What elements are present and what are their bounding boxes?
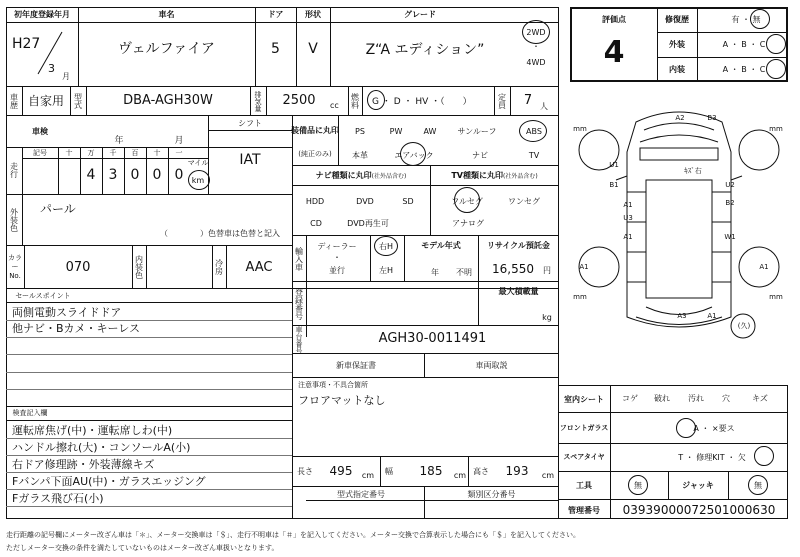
- length-label: 長さ: [297, 466, 313, 476]
- displacement-unit: cc: [330, 100, 339, 110]
- mileage-digit-ju: 0: [174, 167, 184, 183]
- recycle-label: リサイクル預託金: [487, 240, 550, 250]
- steering-right: 右H: [378, 241, 393, 251]
- digit-header-code: 記号: [33, 149, 47, 157]
- inspector-note-5: Fガラス飛び石(小): [12, 491, 104, 505]
- width-value: 185: [419, 464, 443, 478]
- equip-navi: ナビ: [472, 150, 488, 160]
- seat-label: 室内シート: [564, 394, 604, 404]
- equip-aw: AW: [423, 126, 437, 136]
- management-label: 管理番号: [568, 505, 600, 515]
- equip-ps: PS: [355, 126, 365, 136]
- mileage-digit-code: [22, 163, 58, 187]
- capacity-unit: 人: [540, 101, 548, 111]
- aircon-value: AAC: [245, 259, 273, 275]
- digit-header-6: 一: [175, 149, 183, 157]
- repair-label: 修復歴: [665, 14, 689, 24]
- tv-oneseg: ワンセグ: [508, 196, 540, 206]
- color-label: 外装色: [9, 208, 19, 232]
- height-unit: cm: [541, 470, 555, 480]
- recycle-value: 16,550: [492, 262, 534, 276]
- color-value: パール: [40, 201, 76, 216]
- diagram-mark-b1: B1: [609, 181, 619, 189]
- max-load-label: 最大積載量: [498, 286, 539, 296]
- inspection-month-unit: 月: [174, 135, 184, 146]
- glass-value: A ・ ×要ス: [693, 423, 735, 433]
- inspector-note-2: ハンドル擦れ(大)・コンソールA(小): [12, 440, 191, 454]
- repair-options: 有 ・ 無: [731, 14, 761, 24]
- seat-item-burn: コゲ: [622, 393, 638, 403]
- navi-hdd: HDD: [305, 196, 325, 206]
- inspector-note-1: 運転席焦げ(中)・運転席しわ(中): [12, 423, 173, 437]
- footer-note-1: 走行距離の記号欄にメーター改ざん車は「＊」、メーター交換車は「＄」、走行不明車は「＃」を記入してください。メーター交換で合算表示した場合にも「＄」を記入してください。: [6, 531, 580, 539]
- navi-dvd-play: DVD再生可: [347, 218, 389, 228]
- glass-label: フロントガラス: [559, 424, 609, 432]
- category-value: 自家用: [27, 94, 64, 108]
- import-label: 輸入車: [294, 247, 304, 271]
- shape-label: 形状: [305, 10, 321, 19]
- model-year-year: 年: [431, 267, 439, 277]
- grade-label: グレード: [404, 10, 436, 19]
- inspector-note-3: 右ドア修理跡・外装薄線キズ: [12, 457, 155, 471]
- color-code-value: 070: [65, 259, 91, 275]
- diagram-mark-a1-left: A1: [623, 201, 633, 209]
- tools-label: 工具: [576, 480, 592, 490]
- diagram-mm-4: mm: [769, 293, 783, 301]
- digit-header-3: 千: [109, 149, 117, 157]
- equip-sunroof: サンルーフ: [457, 126, 497, 136]
- shift-label: シフト: [238, 118, 262, 128]
- import-dealer: ディーラー: [317, 241, 357, 251]
- navi-type-label: ナビ種類に丸印 (社外品含む): [315, 170, 407, 180]
- width-unit: cm: [453, 470, 467, 480]
- mileage-unit-mile: マイル: [187, 159, 209, 167]
- diagram-mark-a3: A3: [677, 312, 687, 320]
- equip-leather: 本革: [352, 150, 368, 160]
- aircon-label: 冷房: [214, 259, 224, 275]
- registration-label: 登録番号: [294, 288, 304, 320]
- notes-value: フロアマットなし: [298, 394, 386, 407]
- chassis-label: 車台番号: [295, 326, 303, 354]
- model-year-label: モデル年式: [421, 240, 461, 250]
- door-label: ドア: [267, 10, 284, 19]
- warranty-label: 新車保証書: [336, 360, 376, 370]
- diagram-mark-scratch-right: ｷｽﾞ右: [684, 167, 702, 175]
- reg-year-label: 初年度登録年月: [14, 10, 70, 19]
- color-repaint-note: （ ）色替車は色替と記入: [160, 228, 280, 238]
- jack-value: 無: [754, 480, 762, 490]
- fuel-label: 燃料: [350, 92, 360, 109]
- digit-header-5: 十: [153, 149, 161, 157]
- length-unit: cm: [361, 470, 375, 480]
- seat-item-scratch: キズ: [752, 393, 768, 403]
- capacity-value: 7: [523, 93, 533, 108]
- spare-value: T ・ 修理KIT ・ 欠: [678, 452, 746, 462]
- inspection-label: 車検: [32, 126, 48, 136]
- car-diagram: [566, 92, 792, 382]
- diagram-mm-2: mm: [769, 125, 783, 133]
- diagram-mm-3: mm: [573, 293, 587, 301]
- import-parallel: 並行: [329, 265, 345, 275]
- exterior-label: 外装: [669, 39, 685, 49]
- diagram-mark-a1-mid: A1: [623, 233, 633, 241]
- max-load-unit: kg: [542, 312, 552, 322]
- displacement-value: 2500: [282, 93, 316, 108]
- mileage-digit-man: 3: [108, 167, 118, 183]
- capacity-label: 定員: [497, 92, 507, 109]
- diagram-mark-u2: U2: [725, 181, 735, 189]
- navi-dvd: DVD: [356, 196, 374, 206]
- height-value: 193: [505, 464, 529, 478]
- shape-value: V: [308, 41, 318, 57]
- import-dot: ・: [333, 252, 341, 262]
- reg-month: 3: [48, 61, 55, 75]
- tv-type-label: TV種類に丸印 (社外品含む): [451, 170, 538, 180]
- diagram-mark-u3: U3: [623, 214, 633, 222]
- sales-point-2: 他ナビ・Bカメ・キーレス: [12, 322, 140, 335]
- navi-sd: SD: [402, 196, 414, 206]
- manual-label: 車両取説: [475, 360, 508, 370]
- width-label: 幅: [385, 466, 393, 476]
- mileage-label: 走行: [9, 162, 19, 178]
- diagram-mm-1: mm: [573, 125, 587, 133]
- steering-left: 左H: [378, 265, 393, 275]
- score-value: 4: [603, 34, 625, 70]
- model-value: DBA-AGH30W: [123, 93, 213, 108]
- name-label: 車名: [158, 10, 175, 19]
- equip-pw: PW: [389, 126, 403, 136]
- notes-label: 注意事項・不具合箇所: [298, 381, 368, 389]
- model-year-value: 不明: [456, 267, 472, 277]
- management-value: 03939000072501000630: [622, 503, 776, 517]
- sales-point-1: 両側電動スライドドア: [12, 306, 122, 319]
- length-value: 495: [329, 464, 353, 478]
- seat-item-hole: 穴: [722, 393, 730, 403]
- seat-item-stain: 汚れ: [688, 393, 704, 403]
- inspection-year-unit: 年: [114, 135, 124, 146]
- diagram-mark-a1-rear: A1: [707, 312, 717, 320]
- digit-header-4: 百: [131, 149, 139, 157]
- equipment-sublabel: (純正のみ): [298, 150, 332, 158]
- equipment-label: 装備品に丸印: [291, 125, 339, 135]
- inspector-notes-label: 検査記入欄: [12, 409, 48, 417]
- equip-tv: TV: [528, 150, 540, 160]
- tv-fullseg: フルセグ: [451, 196, 483, 206]
- color-code-label: カラーNo.: [8, 253, 22, 280]
- spare-label: スペアタイヤ: [563, 453, 605, 461]
- reg-month-unit: 月: [62, 71, 70, 81]
- tv-analog: アナログ: [452, 218, 484, 228]
- inspector-note-4: Fバンパ下面AU(中)・ガラスエッジング: [12, 474, 206, 488]
- digit-header-1: 十: [65, 149, 73, 157]
- navi-cd: CD: [310, 218, 322, 228]
- drive-2wd: 2WD: [526, 27, 546, 37]
- exterior-options: A ・ B ・ C: [722, 39, 766, 49]
- seat-item-tear: 破れ: [654, 393, 670, 403]
- drive-dot: ・: [532, 41, 540, 51]
- footer-note-2: ただしメーター交換の条件を満たしていないものはメーター改ざん車扱いとなります。: [6, 544, 279, 552]
- drive-4wd: 4WD: [526, 57, 546, 67]
- diagram-mark-u1: U1: [609, 161, 619, 169]
- fuel-options: G ・ D ・ HV ・（ ）: [372, 97, 472, 107]
- recycle-unit: 円: [543, 265, 551, 275]
- model-label: 型式: [73, 92, 83, 109]
- height-label: 高さ: [473, 466, 489, 476]
- grade-value: Z“A エディション”: [365, 42, 485, 58]
- interior-label: 内装: [669, 64, 685, 74]
- equip-airbag: エアバック: [394, 150, 434, 160]
- tools-value: 無: [634, 480, 642, 490]
- class-number-label: 類別区分番号: [467, 489, 516, 499]
- car-name: ヴェルファイア: [118, 41, 215, 57]
- jack-label: ジャッキ: [682, 480, 714, 490]
- score-label: 評価点: [602, 14, 626, 24]
- diagram-mark-a1-rr: A1: [759, 263, 769, 271]
- displacement-label: 排気量: [254, 90, 262, 112]
- diagram-mark-a1-rl: A1: [579, 263, 589, 271]
- equip-abs: ABS: [526, 126, 542, 136]
- interior-options: A ・ B ・ C: [722, 64, 766, 74]
- category-label: 車歴: [9, 92, 19, 109]
- mileage-unit-km: km: [191, 175, 205, 185]
- interior-color-label: 内装色: [134, 255, 144, 279]
- chassis-value: AGH30-0011491: [378, 330, 487, 346]
- door-value: 5: [271, 41, 280, 57]
- diagram-mark-w1: W1: [724, 233, 736, 241]
- type-number-label: 型式指定番号: [337, 489, 385, 499]
- sales-points-label: セールスポイント: [15, 292, 71, 300]
- diagram-mark-a2: A2: [675, 114, 685, 122]
- digit-header-2: 万: [87, 149, 95, 157]
- reg-era: H27: [12, 36, 41, 52]
- shift-value: IAT: [239, 152, 261, 168]
- diagram-mark-b3: B3: [707, 114, 717, 122]
- diagram-legend: (久): [737, 322, 751, 330]
- diagram-mark-b2: B2: [725, 199, 735, 207]
- mileage-digit-sen: 0: [130, 167, 140, 183]
- mileage-digit-10man: 4: [86, 167, 96, 183]
- mileage-digit-hyaku: 0: [152, 167, 162, 183]
